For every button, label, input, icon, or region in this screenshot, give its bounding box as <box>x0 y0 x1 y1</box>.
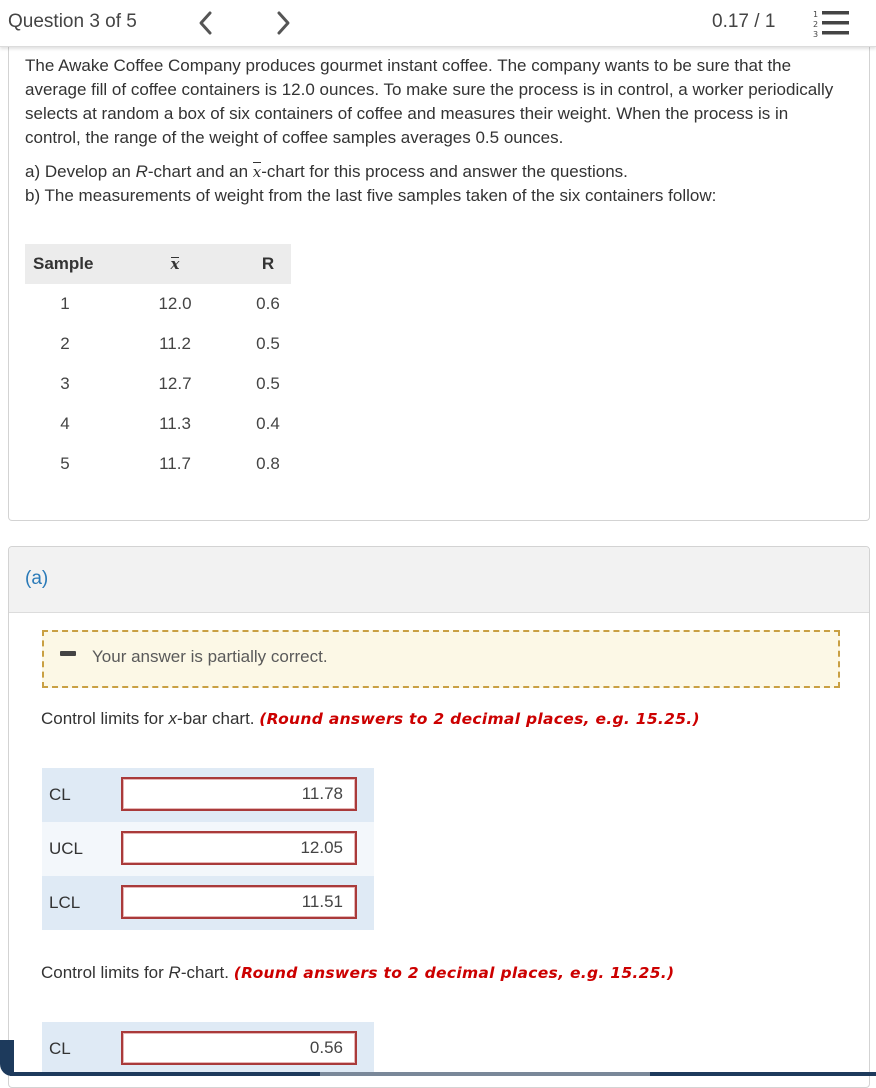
part-header <box>9 547 869 613</box>
xbar-ucl-input[interactable]: 12.05 <box>121 831 357 865</box>
r-limits-table <box>42 1022 374 1076</box>
table-header-row <box>25 244 291 284</box>
table-row: 2 11.2 0.5 <box>60 334 280 353</box>
lcl-row <box>42 876 374 930</box>
cl-label: CL <box>49 1039 71 1058</box>
header-sample: Sample <box>25 244 105 284</box>
top-bar <box>0 0 876 47</box>
lcl-label: LCL <box>49 893 81 912</box>
question-stem: The Awake Coffee Company produces gourmet instant coffee. The company wants to be sure that the average fill of coffee containers is 12.0 ounces. To make sure the process is in control, a worker periodically selects at random a box of six containers of coffee and measures their weight. When the process is in control, the range of the weight of coffee samples averages 0.5 ounces. <box>25 56 834 147</box>
feedback-banner <box>42 630 840 688</box>
xbar-section-title: Control limits for x-bar chart. (Round answers to 2 decimal places, e.g. 15.25.) <box>41 709 700 728</box>
xbar-cl-input[interactable]: 11.78 <box>121 777 357 811</box>
cl-row <box>42 1022 374 1076</box>
table-row: 5 11.7 0.8 <box>60 454 280 473</box>
next-question-icon[interactable] <box>270 9 296 37</box>
xbar-limits-table <box>42 768 374 930</box>
ucl-label: UCL <box>49 839 84 858</box>
question-list-icon[interactable] <box>811 8 851 38</box>
part-a-instruction: a) Develop an R-chart and an x-chart for this process and answer the questions. <box>25 160 835 184</box>
r-section-title: Control limits for R-chart. (Round answers to 2 decimal places, e.g. 15.25.) <box>41 963 675 982</box>
sample-table <box>25 244 291 484</box>
previous-question-icon[interactable] <box>193 9 219 37</box>
partial-correct-icon <box>60 651 76 656</box>
window-corner <box>0 1040 14 1076</box>
svg-text:2: 2 <box>813 20 819 29</box>
cl-label: CL <box>49 785 71 804</box>
xbar-lcl-input[interactable]: 11.51 <box>121 885 357 919</box>
r-cl-input[interactable]: 0.56 <box>121 1031 357 1065</box>
svg-text:3: 3 <box>813 30 819 38</box>
table-row: 4 11.3 0.4 <box>60 414 280 433</box>
part-label: (a) <box>25 568 49 589</box>
rounding-hint: (Round answers to 2 decimal places, e.g. 15.25.) <box>259 710 700 728</box>
ucl-row <box>42 822 374 876</box>
question-counter: Question 3 of 5 <box>8 11 137 32</box>
table-row: 1 12.0 0.6 <box>60 294 280 313</box>
bottom-scrollbar-thumb[interactable] <box>320 1072 650 1076</box>
table-row: 3 12.7 0.5 <box>60 374 280 393</box>
header-r: R <box>245 244 291 284</box>
part-b-instruction: b) The measurements of weight from the last five samples taken of the six containers follow: <box>25 186 717 205</box>
part-a-card <box>8 546 870 1088</box>
feedback-text: Your answer is partially correct. <box>92 647 328 666</box>
cl-row <box>42 768 374 822</box>
header-xbar: x <box>105 244 245 284</box>
score: 0.17 / 1 <box>712 11 776 32</box>
question-card <box>8 46 870 521</box>
svg-text:1: 1 <box>813 10 819 19</box>
question-parts <box>25 160 835 208</box>
rounding-hint: (Round answers to 2 decimal places, e.g. 15.25.) <box>233 964 675 982</box>
